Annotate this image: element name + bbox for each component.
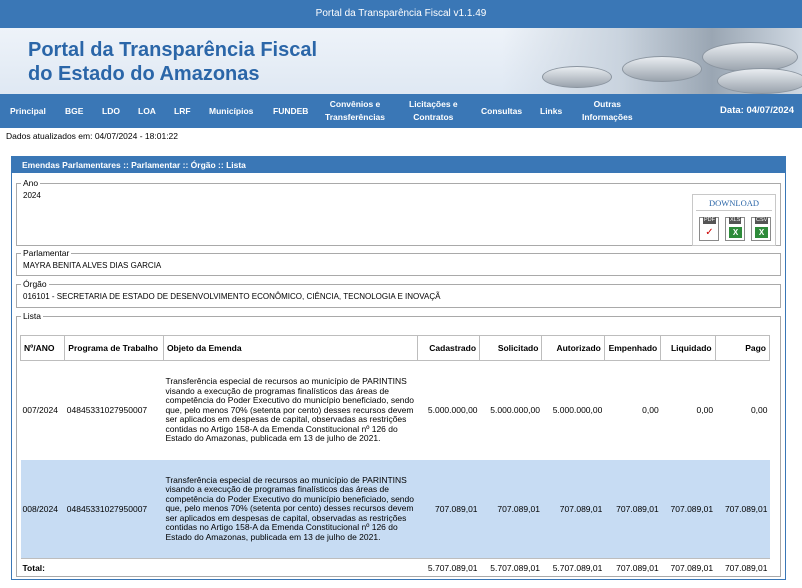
panel-title: Emendas Parlamentares :: Parlamentar :: Órgão :: Lista xyxy=(12,157,785,173)
parlamentar-fieldset xyxy=(16,248,781,276)
cell-empenhado: 707.089,01 xyxy=(604,460,660,559)
cell-solicitado: 707.089,01 xyxy=(480,460,542,559)
orgao-value: 016101 - SECRETARIA DE ESTADO DE DESENVOLVIMENTO ECONÔMICO, CIÊNCIA, TECNOLOGIA E INOVAÇÃ xyxy=(23,292,441,301)
col-solicitado[interactable]: Solicitado xyxy=(480,336,542,361)
orgao-legend: Órgão xyxy=(23,279,47,289)
menu-municipios[interactable]: Municípios xyxy=(209,106,254,116)
lista-fieldset xyxy=(16,311,781,577)
total-label: Total: xyxy=(21,559,65,578)
download-box xyxy=(692,194,776,246)
menu-fundeb[interactable]: FUNDEB xyxy=(273,106,309,116)
lista-legend: Lista xyxy=(23,311,41,321)
header-banner xyxy=(0,28,802,94)
csv-download-icon[interactable]: CSV X xyxy=(751,217,771,241)
total-liquidado: 707.089,01 xyxy=(661,559,715,578)
cell-nano: 007/2024 xyxy=(22,405,58,416)
cell-cadastrado: 707.089,01 xyxy=(417,460,479,559)
menu-consultas[interactable]: Consultas xyxy=(481,106,523,116)
cell-empenhado: 0,00 xyxy=(642,405,659,416)
cell-cadastrado: 5.000.000,00 xyxy=(427,405,478,416)
cell-autorizado: 707.089,01 xyxy=(542,460,604,559)
total-pago: 707.089,01 xyxy=(715,559,769,578)
cell-programa: 04845331027950007 xyxy=(65,460,164,559)
col-programa[interactable]: Programa de Trabalho xyxy=(65,336,164,361)
table-row[interactable] xyxy=(21,361,770,460)
menu-ldo[interactable]: LDO xyxy=(102,106,120,116)
ano-fieldset xyxy=(16,178,781,246)
cell-objeto: Transferência especial de recursos ao município de PARINTINS visando a execução de programas finalísticos das áreas de competência do Poder Executivo do município beneficiado, sendo que, pelo menos 70% (setenta por cento) desses recursos devem ser aplicados em despesas de capital, observadas as restrições contidas no Artigo 158-A da Emenda Constitucional nº 126 do Estado do Amazonas, publicada em 13 de julho de 2021. xyxy=(165,376,414,443)
menu-principal[interactable]: Principal xyxy=(10,106,46,116)
download-title: DOWNLOAD xyxy=(696,198,772,211)
col-pago[interactable]: Pago xyxy=(715,336,769,361)
orgao-fieldset xyxy=(16,279,781,308)
cell-liquidado: 707.089,01 xyxy=(661,460,715,559)
cell-solicitado: 5.000.000,00 xyxy=(490,405,540,416)
menu-links[interactable]: Links xyxy=(540,106,563,116)
updated-text: Dados atualizados em: 04/07/2024 - 18:01:22 xyxy=(6,131,179,141)
main-menu xyxy=(0,94,802,128)
total-cadastrado: 5.707.089,01 xyxy=(417,559,479,578)
xls-download-icon[interactable]: XLS X xyxy=(725,217,745,241)
total-empenhado: 707.089,01 xyxy=(604,559,660,578)
portal-title-line1: Portal da Transparência Fiscal xyxy=(28,39,318,61)
col-liquidado[interactable]: Liquidado xyxy=(661,336,715,361)
cell-liquidado: 0,00 xyxy=(696,405,714,416)
total-row xyxy=(21,559,770,578)
col-objeto[interactable]: Objeto da Emenda xyxy=(163,336,417,361)
menu-bge[interactable]: BGE xyxy=(65,106,84,116)
pdf-download-icon[interactable]: PDF ✓ xyxy=(699,217,719,241)
cell-objeto: Transferência especial de recursos ao município de PARINTINS visando a execução de programas finalísticos das áreas de competência do Poder Executivo do município beneficiado, sendo que, pelo menos 70% (setenta por cento) desses recursos devem ser aplicados em despesas de capital, observadas as restrições contidas no Artigo 158-A da Emenda Constitucional nº 126 do Estado do Amazonas, publicada em 13 de julho de 2021. xyxy=(163,460,417,559)
col-cadastrado[interactable]: Cadastrado xyxy=(417,336,479,361)
ano-value: 2024 xyxy=(23,191,41,200)
cell-pago: 0,00 xyxy=(750,405,768,416)
menu-licitacoes[interactable]: Licitações e Contratos xyxy=(409,99,458,122)
portal-title xyxy=(28,38,317,86)
total-autorizado: 5.707.089,01 xyxy=(542,559,604,578)
table-row[interactable] xyxy=(21,460,770,559)
menu-convenios[interactable]: Convênios e Transferências xyxy=(325,99,386,122)
cell-nano: 008/2024 xyxy=(21,460,65,559)
table-header-row xyxy=(21,336,770,361)
total-solicitado: 5.707.089,01 xyxy=(480,559,542,578)
portal-title-line2: do Estado do Amazonas xyxy=(28,63,260,85)
cell-programa: 04845331027950007 xyxy=(66,405,148,416)
ano-legend: Ano xyxy=(23,178,39,188)
col-empenhado[interactable]: Empenhado xyxy=(604,336,660,361)
col-nano[interactable]: Nº/ANO xyxy=(21,336,65,361)
parlamentar-value: MAYRA BENITA ALVES DIAS GARCIA xyxy=(23,261,162,270)
emendas-table xyxy=(20,335,770,578)
parlamentar-legend: Parlamentar xyxy=(23,248,70,258)
window-title: Portal da Transparência Fiscal v1.1.49 xyxy=(0,0,802,28)
menu-outras[interactable]: Outras Informações xyxy=(582,99,633,122)
emendas-panel xyxy=(11,156,786,580)
cell-pago: 707.089,01 xyxy=(715,460,769,559)
col-autorizado[interactable]: Autorizado xyxy=(542,336,604,361)
coins-image xyxy=(502,28,802,94)
cell-autorizado: 5.000.000,00 xyxy=(552,405,603,416)
menu-lrf[interactable]: LRF xyxy=(174,106,191,116)
current-date: Data: 04/07/2024 xyxy=(720,105,794,116)
menu-loa[interactable]: LOA xyxy=(138,106,156,116)
